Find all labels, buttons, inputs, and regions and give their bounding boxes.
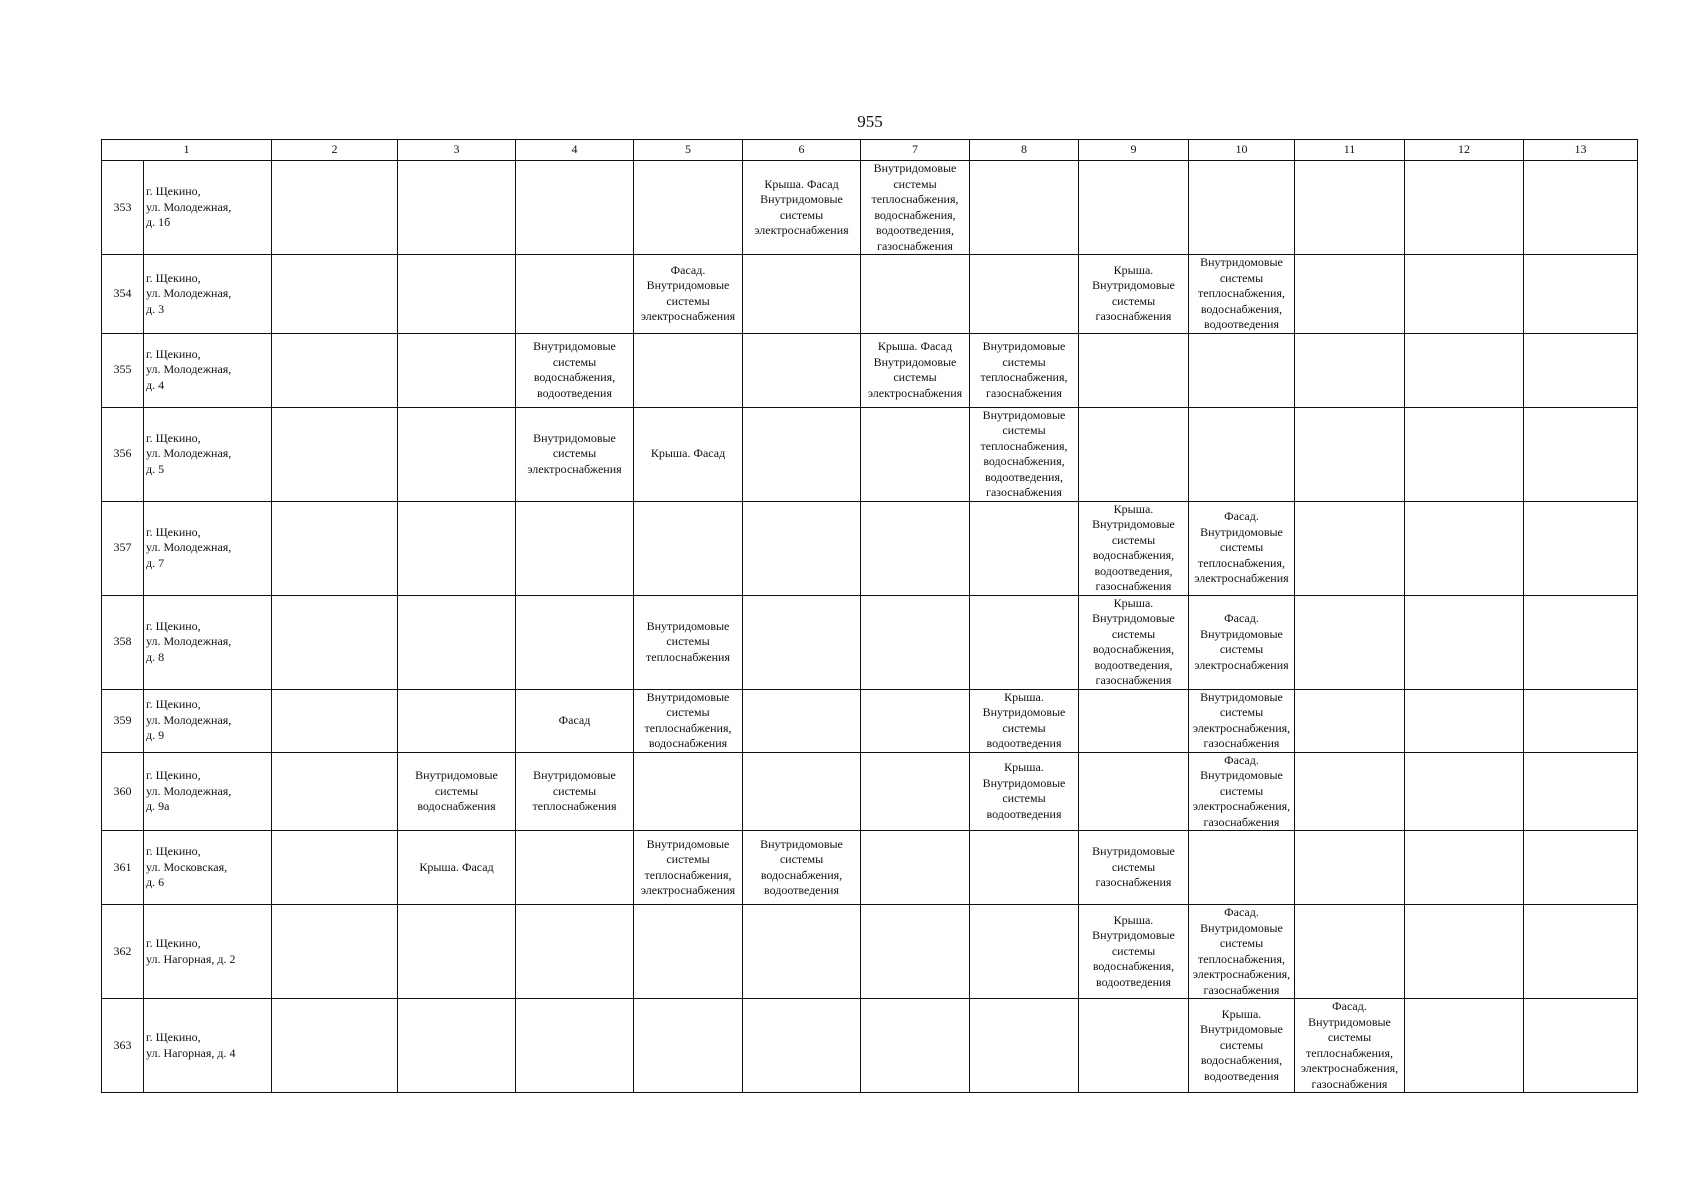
work-cell-col-10: Фасад. Внутридомовые системы теплоснабжения, электроснабжения, газоснабжения: [1189, 905, 1295, 999]
work-cell-col-2: [272, 595, 398, 689]
work-cell-col-4: Внутридомовые системы водоснабжения, водоотведения: [516, 333, 634, 407]
address-cell: г. Щекино, ул. Молодежная, д. 4: [144, 333, 272, 407]
work-cell-col-11: [1295, 831, 1405, 905]
table-row: [102, 255, 1638, 334]
work-cell-col-8: Внутридомовые системы теплоснабжения, газоснабжения: [970, 333, 1079, 407]
work-cell-col-2: [272, 999, 398, 1093]
column-header-5: 5: [634, 140, 743, 161]
work-cell-col-13: [1524, 831, 1638, 905]
work-cell-col-10: Фасад. Внутридомовые системы электроснабжения: [1189, 595, 1295, 689]
work-cell-col-8: [970, 595, 1079, 689]
column-header-4: 4: [516, 140, 634, 161]
work-cell-col-12: [1405, 752, 1524, 831]
work-cell-col-5: Внутридомовые системы теплоснабжения, водоснабжения: [634, 689, 743, 752]
work-cell-col-10: [1189, 407, 1295, 501]
work-cell-col-2: [272, 255, 398, 334]
work-cell-col-8: [970, 501, 1079, 595]
work-cell-col-9: [1079, 689, 1189, 752]
work-cell-col-5: [634, 999, 743, 1093]
work-cell-col-13: [1524, 407, 1638, 501]
work-cell-col-6: [743, 333, 861, 407]
work-cell-col-13: [1524, 999, 1638, 1093]
work-cell-col-5: Внутридомовые системы теплоснабжения: [634, 595, 743, 689]
work-cell-col-11: Фасад. Внутридомовые системы теплоснабжения, электроснабжения, газоснабжения: [1295, 999, 1405, 1093]
column-header-10: 10: [1189, 140, 1295, 161]
work-cell-col-11: [1295, 905, 1405, 999]
work-cell-col-12: [1405, 407, 1524, 501]
work-cell-col-10: [1189, 333, 1295, 407]
work-cell-col-8: Внутридомовые системы теплоснабжения, водоснабжения, водоотведения, газоснабжения: [970, 407, 1079, 501]
work-cell-col-9: [1079, 999, 1189, 1093]
work-cell-col-7: [861, 255, 970, 334]
column-header-8: 8: [970, 140, 1079, 161]
table-row: [102, 501, 1638, 595]
work-cell-col-12: [1405, 595, 1524, 689]
table-row: [102, 999, 1638, 1093]
work-cell-col-9: Крыша. Внутридомовые системы газоснабжения: [1079, 255, 1189, 334]
work-cell-col-10: [1189, 831, 1295, 905]
work-cell-col-8: [970, 831, 1079, 905]
table-row: [102, 407, 1638, 501]
work-cell-col-6: [743, 999, 861, 1093]
row-number: 359: [102, 689, 144, 752]
work-cell-col-12: [1405, 501, 1524, 595]
table-body: [102, 140, 1638, 1093]
column-header-11: 11: [1295, 140, 1405, 161]
work-cell-col-6: [743, 905, 861, 999]
work-cell-col-3: Внутридомовые системы водоснабжения: [398, 752, 516, 831]
work-cell-col-9: Крыша. Внутридомовые системы водоснабжения, водоотведения: [1079, 905, 1189, 999]
work-cell-col-6: [743, 595, 861, 689]
work-cell-col-7: [861, 689, 970, 752]
work-cell-col-3: [398, 161, 516, 255]
work-cell-col-2: [272, 905, 398, 999]
work-cell-col-5: [634, 161, 743, 255]
table-row: [102, 752, 1638, 831]
work-cell-col-4: [516, 255, 634, 334]
page-number: 955: [857, 112, 883, 131]
address-cell: г. Щекино, ул. Молодежная, д. 1б: [144, 161, 272, 255]
work-cell-col-9: Внутридомовые системы газоснабжения: [1079, 831, 1189, 905]
work-cell-col-12: [1405, 689, 1524, 752]
work-cell-col-11: [1295, 595, 1405, 689]
work-cell-col-7: Внутридомовые системы теплоснабжения, водоснабжения, водоотведения, газоснабжения: [861, 161, 970, 255]
work-cell-col-11: [1295, 255, 1405, 334]
work-cell-col-9: Крыша. Внутридомовые системы водоснабжения, водоотведения, газоснабжения: [1079, 501, 1189, 595]
address-cell: г. Щекино, ул. Молодежная, д. 9а: [144, 752, 272, 831]
work-cell-col-11: [1295, 161, 1405, 255]
work-cell-col-2: [272, 407, 398, 501]
work-cell-col-5: [634, 752, 743, 831]
work-cell-col-4: Внутридомовые системы теплоснабжения: [516, 752, 634, 831]
work-cell-col-4: [516, 595, 634, 689]
work-cell-col-11: [1295, 407, 1405, 501]
work-cell-col-13: [1524, 595, 1638, 689]
work-cell-col-11: [1295, 501, 1405, 595]
work-cell-col-4: [516, 905, 634, 999]
work-cell-col-3: [398, 905, 516, 999]
work-cell-col-10: Фасад. Внутридомовые системы теплоснабжения, электроснабжения: [1189, 501, 1295, 595]
work-cell-col-10: [1189, 161, 1295, 255]
work-cell-col-13: [1524, 161, 1638, 255]
table-row: [102, 905, 1638, 999]
work-cell-col-6: Крыша. Фасад Внутридомовые системы электроснабжения: [743, 161, 861, 255]
work-cell-col-7: [861, 999, 970, 1093]
work-cell-col-2: [272, 689, 398, 752]
column-number-header: [102, 140, 1638, 161]
work-cell-col-13: [1524, 333, 1638, 407]
work-cell-col-4: [516, 831, 634, 905]
work-cell-col-5: [634, 501, 743, 595]
work-cell-col-11: [1295, 752, 1405, 831]
address-cell: г. Щекино, ул. Московская, д. 6: [144, 831, 272, 905]
work-cell-col-9: [1079, 752, 1189, 831]
column-header-12: 12: [1405, 140, 1524, 161]
work-cell-col-4: [516, 999, 634, 1093]
row-number: 353: [102, 161, 144, 255]
table-row: [102, 161, 1638, 255]
work-cell-col-9: [1079, 333, 1189, 407]
work-cell-col-3: Крыша. Фасад: [398, 831, 516, 905]
work-cell-col-12: [1405, 161, 1524, 255]
work-cell-col-2: [272, 501, 398, 595]
work-cell-col-10: Фасад. Внутридомовые системы электроснабжения, газоснабжения: [1189, 752, 1295, 831]
work-cell-col-2: [272, 831, 398, 905]
work-cell-col-8: [970, 905, 1079, 999]
row-number: 354: [102, 255, 144, 334]
work-cell-col-9: Крыша. Внутридомовые системы водоснабжения, водоотведения, газоснабжения: [1079, 595, 1189, 689]
table-row: [102, 333, 1638, 407]
table-row: [102, 689, 1638, 752]
address-cell: г. Щекино, ул. Молодежная, д. 7: [144, 501, 272, 595]
column-header-3: 3: [398, 140, 516, 161]
work-cell-col-9: [1079, 407, 1189, 501]
column-header-7: 7: [861, 140, 970, 161]
work-cell-col-4: [516, 501, 634, 595]
work-cell-col-7: [861, 905, 970, 999]
work-cell-col-4: Внутридомовые системы электроснабжения: [516, 407, 634, 501]
address-cell: г. Щекино, ул. Молодежная, д. 3: [144, 255, 272, 334]
work-cell-col-13: [1524, 689, 1638, 752]
work-cell-col-13: [1524, 255, 1638, 334]
column-header-6: 6: [743, 140, 861, 161]
work-cell-col-6: [743, 255, 861, 334]
work-cell-col-6: [743, 501, 861, 595]
work-cell-col-7: [861, 831, 970, 905]
work-cell-col-6: Внутридомовые системы водоснабжения, водоотведения: [743, 831, 861, 905]
work-cell-col-7: Крыша. Фасад Внутридомовые системы электроснабжения: [861, 333, 970, 407]
column-header-1: 1: [102, 140, 272, 161]
work-cell-col-12: [1405, 255, 1524, 334]
table-row: [102, 831, 1638, 905]
work-cell-col-8: [970, 999, 1079, 1093]
work-cell-col-13: [1524, 752, 1638, 831]
work-cell-col-3: [398, 407, 516, 501]
address-cell: г. Щекино, ул. Нагорная, д. 2: [144, 905, 272, 999]
work-cell-col-13: [1524, 905, 1638, 999]
work-cell-col-7: [861, 501, 970, 595]
row-number: 361: [102, 831, 144, 905]
row-number: 362: [102, 905, 144, 999]
work-cell-col-12: [1405, 333, 1524, 407]
work-cell-col-6: [743, 407, 861, 501]
work-cell-col-3: [398, 333, 516, 407]
row-number: 357: [102, 501, 144, 595]
work-cell-col-11: [1295, 333, 1405, 407]
work-cell-col-5: [634, 905, 743, 999]
work-cell-col-3: [398, 689, 516, 752]
repair-schedule-table: [101, 139, 1638, 1093]
work-cell-col-6: [743, 689, 861, 752]
work-cell-col-7: [861, 407, 970, 501]
work-cell-col-13: [1524, 501, 1638, 595]
work-cell-col-5: Фасад. Внутридомовые системы электроснабжения: [634, 255, 743, 334]
work-cell-col-7: [861, 752, 970, 831]
address-cell: г. Щекино, ул. Нагорная, д. 4: [144, 999, 272, 1093]
work-cell-col-4: [516, 161, 634, 255]
work-cell-col-2: [272, 161, 398, 255]
work-cell-col-3: [398, 501, 516, 595]
work-cell-col-5: Крыша. Фасад: [634, 407, 743, 501]
work-cell-col-4: Фасад: [516, 689, 634, 752]
work-cell-col-12: [1405, 905, 1524, 999]
work-cell-col-12: [1405, 831, 1524, 905]
work-cell-col-5: Внутридомовые системы теплоснабжения, электроснабжения: [634, 831, 743, 905]
work-cell-col-3: [398, 595, 516, 689]
column-header-13: 13: [1524, 140, 1638, 161]
work-cell-col-9: [1079, 161, 1189, 255]
work-cell-col-10: Крыша. Внутридомовые системы водоснабжения, водоотведения: [1189, 999, 1295, 1093]
work-cell-col-11: [1295, 689, 1405, 752]
work-cell-col-2: [272, 752, 398, 831]
row-number: 356: [102, 407, 144, 501]
address-cell: г. Щекино, ул. Молодежная, д. 8: [144, 595, 272, 689]
work-cell-col-8: [970, 255, 1079, 334]
work-cell-col-8: Крыша. Внутридомовые системы водоотведения: [970, 752, 1079, 831]
work-cell-col-10: Внутридомовые системы электроснабжения, газоснабжения: [1189, 689, 1295, 752]
work-cell-col-5: [634, 333, 743, 407]
row-number: 360: [102, 752, 144, 831]
work-cell-col-8: [970, 161, 1079, 255]
work-cell-col-7: [861, 595, 970, 689]
work-cell-col-8: Крыша. Внутридомовые системы водоотведения: [970, 689, 1079, 752]
work-cell-col-3: [398, 255, 516, 334]
work-cell-col-2: [272, 333, 398, 407]
row-number: 363: [102, 999, 144, 1093]
work-cell-col-12: [1405, 999, 1524, 1093]
row-number: 355: [102, 333, 144, 407]
address-cell: г. Щекино, ул. Молодежная, д. 9: [144, 689, 272, 752]
table-row: [102, 595, 1638, 689]
work-cell-col-3: [398, 999, 516, 1093]
column-header-9: 9: [1079, 140, 1189, 161]
work-cell-col-10: Внутридомовые системы теплоснабжения, водоснабжения, водоотведения: [1189, 255, 1295, 334]
column-header-2: 2: [272, 140, 398, 161]
row-number: 358: [102, 595, 144, 689]
address-cell: г. Щекино, ул. Молодежная, д. 5: [144, 407, 272, 501]
work-cell-col-6: [743, 752, 861, 831]
